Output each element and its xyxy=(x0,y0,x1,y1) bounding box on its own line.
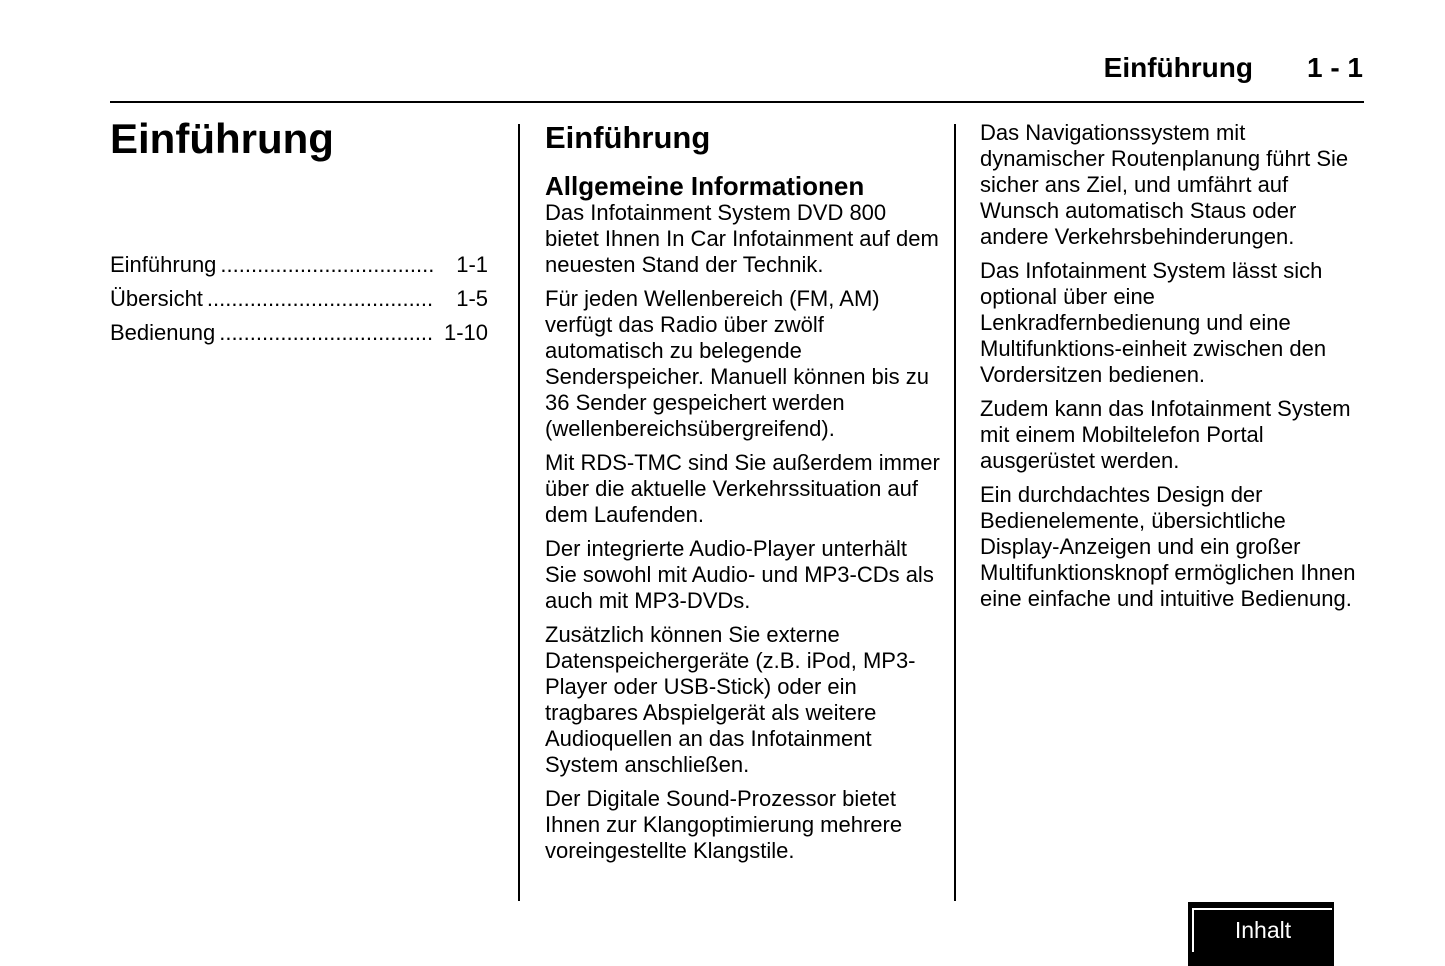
paragraph: Das Infotainment System lässt sich optional über eine Lenkradfernbedienung und eine Multifunktions-einheit zwischen den Vordersitzen bedienen. xyxy=(980,258,1327,387)
toc-leader-dots xyxy=(207,282,434,316)
chapter-title: Einführung xyxy=(110,115,334,162)
paragraph: Mit RDS-TMC sind Sie außerdem immer über die aktuelle Verkehrssituation auf dem Laufenden. xyxy=(545,450,940,527)
paragraph: Zusätzlich können Sie externe Datenspeichergeräte (z.B. iPod, MP3-Player oder USB-Stick) oder ein tragbares Abspielgerät als weitere Audioquellen an das Infotainment System anschließen. xyxy=(545,622,916,777)
header-rule xyxy=(110,101,1364,103)
toc-entry-einfuehrung[interactable] xyxy=(110,248,488,282)
running-header xyxy=(1104,52,1363,84)
column-divider-left xyxy=(518,124,520,901)
right-column xyxy=(980,120,1370,620)
toc-label: Bedienung xyxy=(110,320,216,345)
toc-leader-dots xyxy=(219,316,434,350)
toc-page: 1-1 xyxy=(456,252,488,277)
table-of-contents xyxy=(110,248,488,350)
paragraph: Der Digitale Sound-Prozessor bietet Ihnen zur Klangoptimierung mehrere voreingestellte Klangstile. xyxy=(545,786,903,863)
toc-entry-bedienung[interactable] xyxy=(110,316,488,350)
header-page-number: 1 - 1 xyxy=(1306,52,1363,83)
middle-column xyxy=(545,118,940,872)
header-chapter: Einführung xyxy=(1103,52,1253,83)
inhalt-button-label: Inhalt xyxy=(1192,908,1332,952)
paragraph: Das Navigationssystem mit dynamischer Routenplanung führt Sie sicher ans Ziel, und umfährt auf Wunsch automatisch Staus oder andere Verkehrsbehinderungen. xyxy=(980,120,1349,249)
toc-label: Übersicht xyxy=(110,286,203,311)
paragraph: Für jeden Wellenbereich (FM, AM) verfügt das Radio über zwölf automatisch zu belegende Senderspeicher. Manuell können bis zu 36 Sender gespeichert werden (wellenbereichsübergreifend). xyxy=(545,286,930,441)
toc-page: 1-5 xyxy=(456,286,488,311)
paragraph: Der integrierte Audio-Player unterhält Sie sowohl mit Audio- und MP3-CDs als auch mit MP3-DVDs. xyxy=(545,536,934,613)
section-title: Einführung xyxy=(545,120,711,155)
toc-entry-uebersicht[interactable] xyxy=(110,282,488,316)
paragraph: Das Infotainment System DVD 800 bietet Ihnen In Car Infotainment auf dem neuesten Stand der Technik. xyxy=(545,200,939,277)
toc-leader-dots xyxy=(220,248,434,282)
toc-label: Einführung xyxy=(110,252,217,277)
column-divider-right xyxy=(954,124,956,901)
toc-page: 1-10 xyxy=(443,320,488,345)
paragraph: Zudem kann das Infotainment System mit einem Mobiltelefon Portal ausgerüstet werden. xyxy=(980,396,1351,473)
paragraph: Ein durchdachtes Design der Bedienelemente, übersichtliche Display-Anzeigen und ein großer Multifunktionsknopf ermöglichen Ihnen eine einfache und intuitive Bedienung. xyxy=(980,482,1356,611)
inhalt-button[interactable] xyxy=(1188,902,1334,966)
subsection-title: Allgemeine Informationen xyxy=(545,171,865,201)
